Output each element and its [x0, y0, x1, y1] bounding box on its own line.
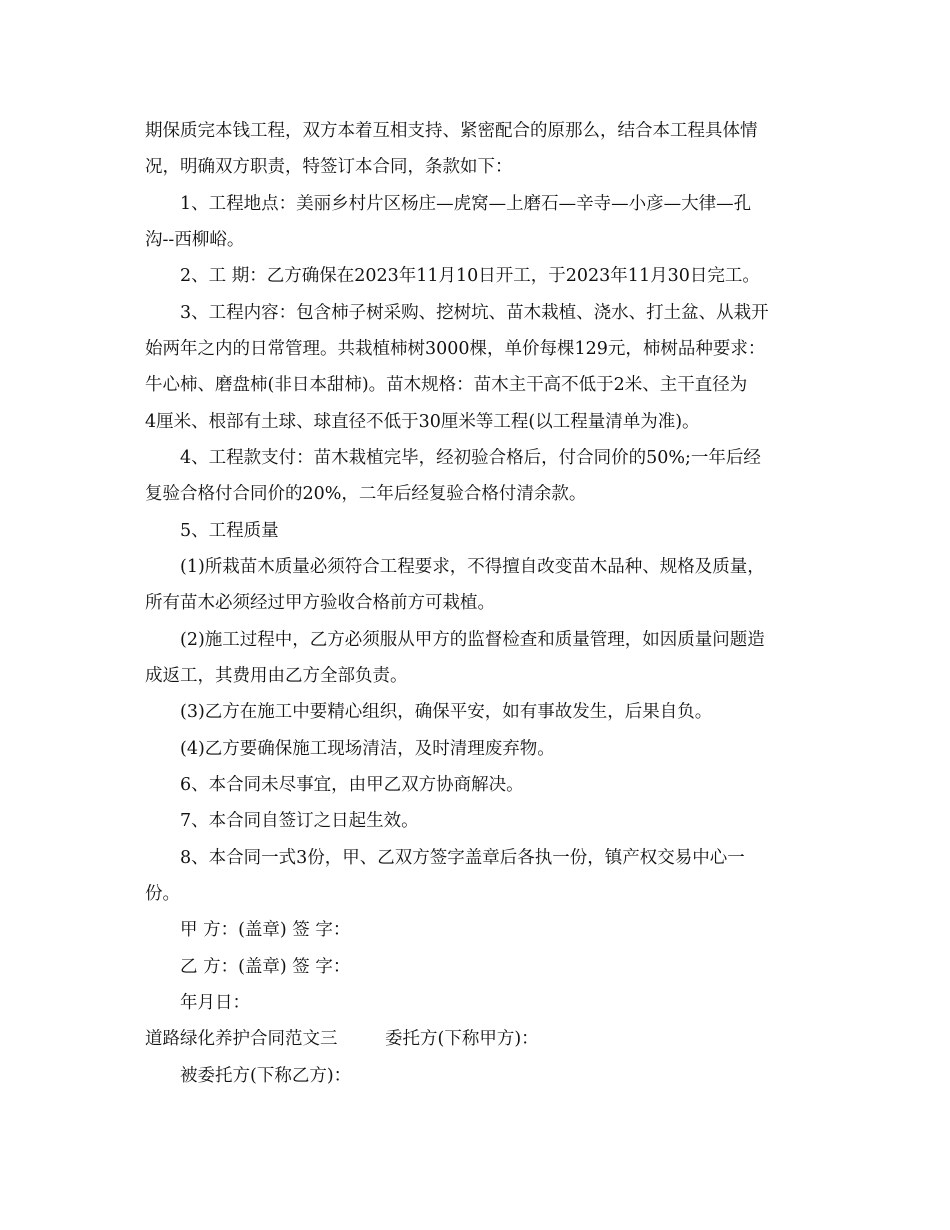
text-line: 6、本合同未尽事宜，由甲乙双方协商解决。	[180, 775, 524, 795]
text-line: (3)乙方在施工中要精心组织，确保平安，如有事故发生，后果自负。	[180, 702, 713, 722]
text-line: 7、本合同自签订之日起生效。	[180, 811, 419, 831]
contractor-party-line: 被委托方(下称乙方)：	[180, 1066, 352, 1086]
text-line: (1)所栽苗木质量必须符合工程要求，不得擅自改变苗木品种、规格及质量，	[180, 557, 765, 577]
text-line: 3、工程内容：包含柿子树采购、挖树坑、苗木栽植、浇水、打土盆、从栽开	[180, 303, 769, 323]
text-line: 5、工程质量	[180, 521, 279, 541]
text-line: 牛心柿、磨盘柿(非日本甜柿)。苗木规格：苗木主干高不低于2米、主干直径为	[145, 375, 748, 395]
text-line: 始两年之内的日常管理。共栽植柿树3000棵，单价每棵129元，柿树品种要求：	[145, 339, 766, 359]
signature-line-party-b: 乙 方：(盖章) 签 字：	[180, 957, 351, 977]
text-line: 2、工 期：乙方确保在2023年11月10日开工，于2023年11月30日完工。	[180, 266, 760, 286]
text-line: 况，明确双方职责，特签订本合同，条款如下：	[145, 157, 513, 177]
text-line: 4厘米、根部有土球、球直径不低于30厘米等工程(以工程量清单为准)。	[145, 412, 700, 432]
text-line: 复验合格付合同价的20%，二年后经复验合格付清余款。	[145, 484, 587, 504]
date-line: 年月日：	[180, 993, 250, 1013]
text-line: 沟--西柳峪。	[145, 230, 245, 250]
text-line: 期保质完本钱工程，双方本着互相支持、紧密配合的原那么，结合本工程具体情	[145, 121, 758, 141]
text-line: 1、工程地点：美丽乡村片区杨庄—虎窝—上磨石—辛寺—小彦—大律—孔	[180, 194, 752, 214]
text-line: 所有苗木必须经过甲方验收合格前方可栽植。	[145, 593, 495, 613]
text-line: 份。	[145, 884, 180, 904]
text-line: 4、工程款支付：苗木栽植完毕，经初验合格后，付合同价的50%;一年后经	[180, 448, 761, 468]
text-line: 成返工，其费用由乙方全部负责。	[145, 666, 408, 686]
signature-line-party-a: 甲 方：(盖章) 签 字：	[180, 920, 351, 940]
text-line: (2)施工过程中，乙方必须服从甲方的监督检查和质量管理，如因质量问题造	[180, 630, 765, 650]
client-party-line: 委托方(下称甲方)：	[385, 1029, 539, 1049]
section-title: 道路绿化养护合同范文三	[145, 1029, 338, 1049]
text-line: 8、本合同一式3份，甲、乙双方签字盖章后各执一份，镇产权交易中心一	[180, 848, 745, 868]
text-line: (4)乙方要确保施工现场清洁，及时清理废弃物。	[180, 739, 555, 759]
